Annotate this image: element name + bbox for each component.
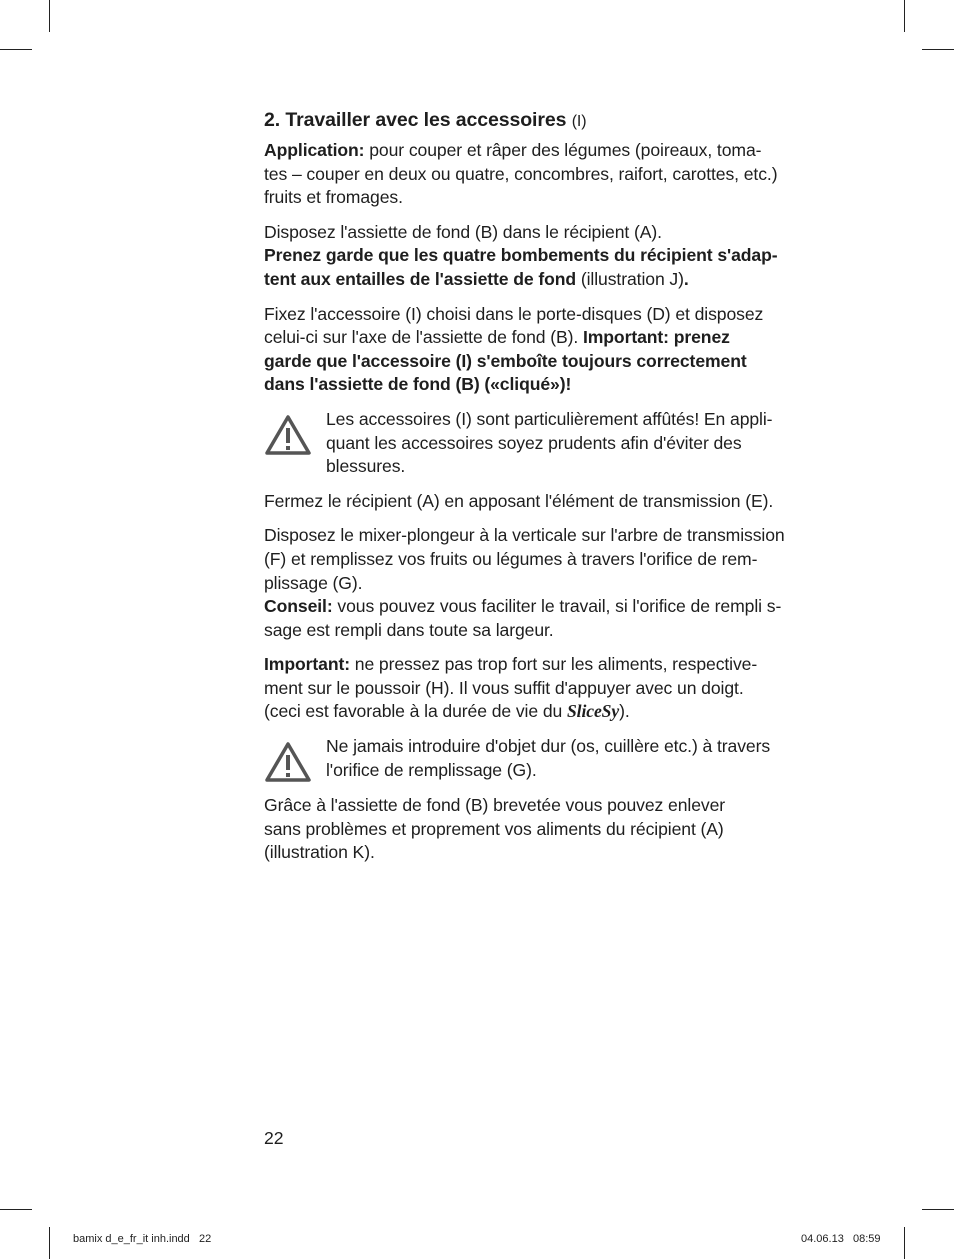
base-plate-text: Disposez l'assiette de fond (B) dans le récipient (A). <box>264 221 662 242</box>
section-title: 2. Travailler avec les accessoires <box>264 109 567 131</box>
base-plate-end: . <box>683 268 689 289</box>
warning-triangle-icon <box>264 414 312 456</box>
accessory-paragraph <box>264 303 844 397</box>
page-number: 22 <box>264 1128 284 1148</box>
mixer-paragraph <box>264 524 844 642</box>
application-text: pour couper et râper des légumes (poireaux, toma- tes – couper en deux ou quatre, concombres, raifort, carottes, etc.) fruits et fromages. <box>264 140 778 208</box>
crop-mark-top-left-v <box>49 0 50 32</box>
crop-mark-bottom-right-v <box>904 1227 905 1259</box>
warning-sharp-text: Les accessoires (I) sont particulièrement affûtés! En appli- quant les accessoires soyez prudents afin d'éviter des blessures. <box>326 408 773 477</box>
crop-mark-top-right-v <box>904 0 905 32</box>
pressure-paragraph <box>264 653 844 724</box>
pressure-label: Important: <box>264 654 350 675</box>
crop-mark-top-right-h <box>922 49 954 50</box>
warning-hard-objects <box>264 735 844 783</box>
tip-label: Conseil: <box>264 596 333 617</box>
section-ref: (I) <box>571 113 587 130</box>
application-label: Application: <box>264 140 365 160</box>
crop-mark-bottom-left-v <box>49 1227 50 1259</box>
crop-mark-bottom-left-h <box>0 1209 32 1210</box>
accessory-important: Important: prenez garde que l'accessoire (I) s'emboîte toujours correctement dans l'assiette de fond (B) («cliqué»)! <box>264 327 747 395</box>
accessory-text: Fixez l'accessoire (I) choisi dans le porte-disques (D) et disposez celui-ci sur l'axe de l'assiette de fond (B). <box>264 303 764 348</box>
close-container-paragraph: Fermez le récipient (A) en apposant l'élément de transmission (E). <box>264 490 774 511</box>
slug-right: 04.06.13 08:59 <box>801 1233 881 1245</box>
crop-mark-bottom-right-h <box>922 1209 954 1210</box>
pressure-end: ). <box>619 701 630 722</box>
page-content <box>264 108 844 876</box>
base-plate-warning: Prenez garde que les quatre bombements du récipient s'adap- tent aux entailles de l'assiette de fond <box>264 245 778 289</box>
brand-name: SliceSy <box>567 701 620 722</box>
warning-triangle-icon <box>264 741 312 783</box>
tip-text: vous pouvez vous faciliter le travail, si l'orifice de rempli s- sage est rempli dans toute sa largeur. <box>264 596 782 640</box>
base-plate-paragraph <box>264 221 844 292</box>
base-plate-illustration: (illustration J) <box>576 268 684 289</box>
application-paragraph <box>264 139 844 210</box>
pressure-text: ne pressez pas trop fort sur les aliments, respective- ment sur le poussoir (H). Il vous suffit d'appuyer avec un doigt. (ceci est favorable à la durée de vie du <box>264 654 758 722</box>
warning-hard-text: Ne jamais introduire d'objet dur (os, cuillère etc.) à travers l'orifice de remplissage (G). <box>326 736 771 780</box>
section-heading <box>264 108 844 134</box>
crop-mark-top-left-h <box>0 49 32 50</box>
slug-left: bamix d_e_fr_it inh.indd 22 <box>73 1233 212 1245</box>
mixer-text: Disposez le mixer-plongeur à la verticale sur l'arbre de transmission (F) et remplissez vos fruits ou légumes à travers l'orifice de rem- plissage (G). <box>264 525 785 593</box>
removal-paragraph: Grâce à l'assiette de fond (B) brevetée vous pouvez enlever sans problèmes et proprement vos aliments du récipient (A) (illustration K). <box>264 795 726 863</box>
warning-sharp-accessories <box>264 408 844 479</box>
